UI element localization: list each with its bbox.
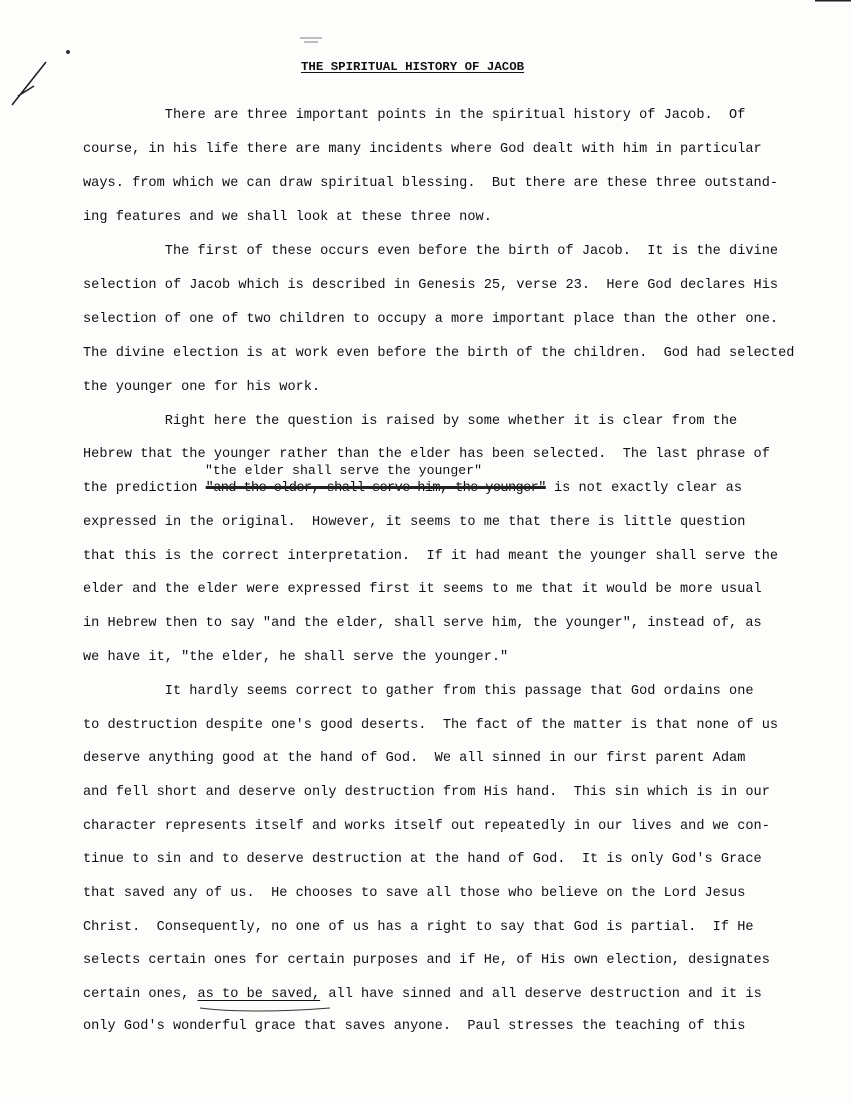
document-title: THE SPIRITUAL HISTORY OF JACOB xyxy=(301,60,525,74)
text-line: Christ. Consequently, no one of us has a right to say that God is partial. If He xyxy=(83,920,754,935)
text-line: It hardly seems correct to gather from this passage that God ordains one xyxy=(83,684,754,699)
margin-dot xyxy=(66,50,70,54)
text-line: There are three important points in the spiritual history of Jacob. Of xyxy=(83,108,746,123)
text-line: the younger one for his work. xyxy=(83,380,321,395)
text-line: to destruction despite one's good deserts. The fact of the matter is that none of us xyxy=(83,718,779,733)
text-line: Hebrew that the younger rather than the elder has been selected. The last phrase of xyxy=(83,447,770,462)
text-line: ways. from which we can draw spiritual blessing. But there are these three outstand- xyxy=(83,176,779,191)
text-line: elder and the elder were expressed first it seems to me that it would be more usual xyxy=(83,582,762,597)
saved-rest: all have sinned and all deserve destruction and it is xyxy=(320,987,762,1002)
text-line: ing features and we shall look at these three now. xyxy=(83,210,492,225)
text-line: selection of one of two children to occupy a more important place than the other one. xyxy=(83,312,779,327)
prediction-rest: is not exactly clear as xyxy=(545,481,743,496)
text-line: that this is the correct interpretation. If it had meant the younger shall serve the xyxy=(83,549,779,564)
text-line: course, in his life there are many incidents where God dealt with him in particular xyxy=(83,142,762,157)
text-line: selects certain ones for certain purposes and if He, of His own election, designates xyxy=(83,953,770,968)
text-line: we have it, "the elder, he shall serve the younger." xyxy=(83,650,509,665)
struck-through-phrase: "and the elder, shall serve him, the younger" xyxy=(205,481,546,496)
text-line: The divine election is at work even before the birth of the children. God had selected xyxy=(83,346,795,361)
handwritten-insertion: "the elder shall serve the younger" xyxy=(205,463,482,478)
text-line: character represents itself and works itself out repeatedly in our lives and we con- xyxy=(83,819,770,834)
margin-pen-mark xyxy=(12,62,46,105)
prediction-lead: the prediction xyxy=(83,481,206,496)
smudge-mark xyxy=(300,38,322,42)
text-line: in Hebrew then to say "and the elder, shall serve him, the younger", instead of, as xyxy=(83,616,762,631)
text-line: selection of Jacob which is described in Genesis 25, verse 23. Here God declares His xyxy=(83,278,779,293)
handwritten-underline xyxy=(200,1008,330,1011)
text-line: only God's wonderful grace that saves anyone. Paul stresses the teaching of this xyxy=(83,1019,746,1034)
text-line: and fell short and deserve only destruction from His hand. This sin which is in our xyxy=(83,785,770,800)
text-line: The first of these occurs even before the birth of Jacob. It is the divine xyxy=(83,244,779,259)
text-line: expressed in the original. However, it seems to me that there is little question xyxy=(83,515,746,530)
saved-lead: certain ones, xyxy=(83,987,198,1002)
text-line: tinue to sin and to deserve destruction at the hand of God. It is only God's Grace xyxy=(83,852,762,867)
text-line: that saved any of us. He chooses to save all those who believe on the Lord Jesus xyxy=(83,886,746,901)
underlined-phrase: as to be saved, xyxy=(197,987,321,1002)
text-line: Right here the question is raised by some whether it is clear from the xyxy=(83,414,738,429)
text-line: deserve anything good at the hand of God. We all sinned in our first parent Adam xyxy=(83,751,746,766)
